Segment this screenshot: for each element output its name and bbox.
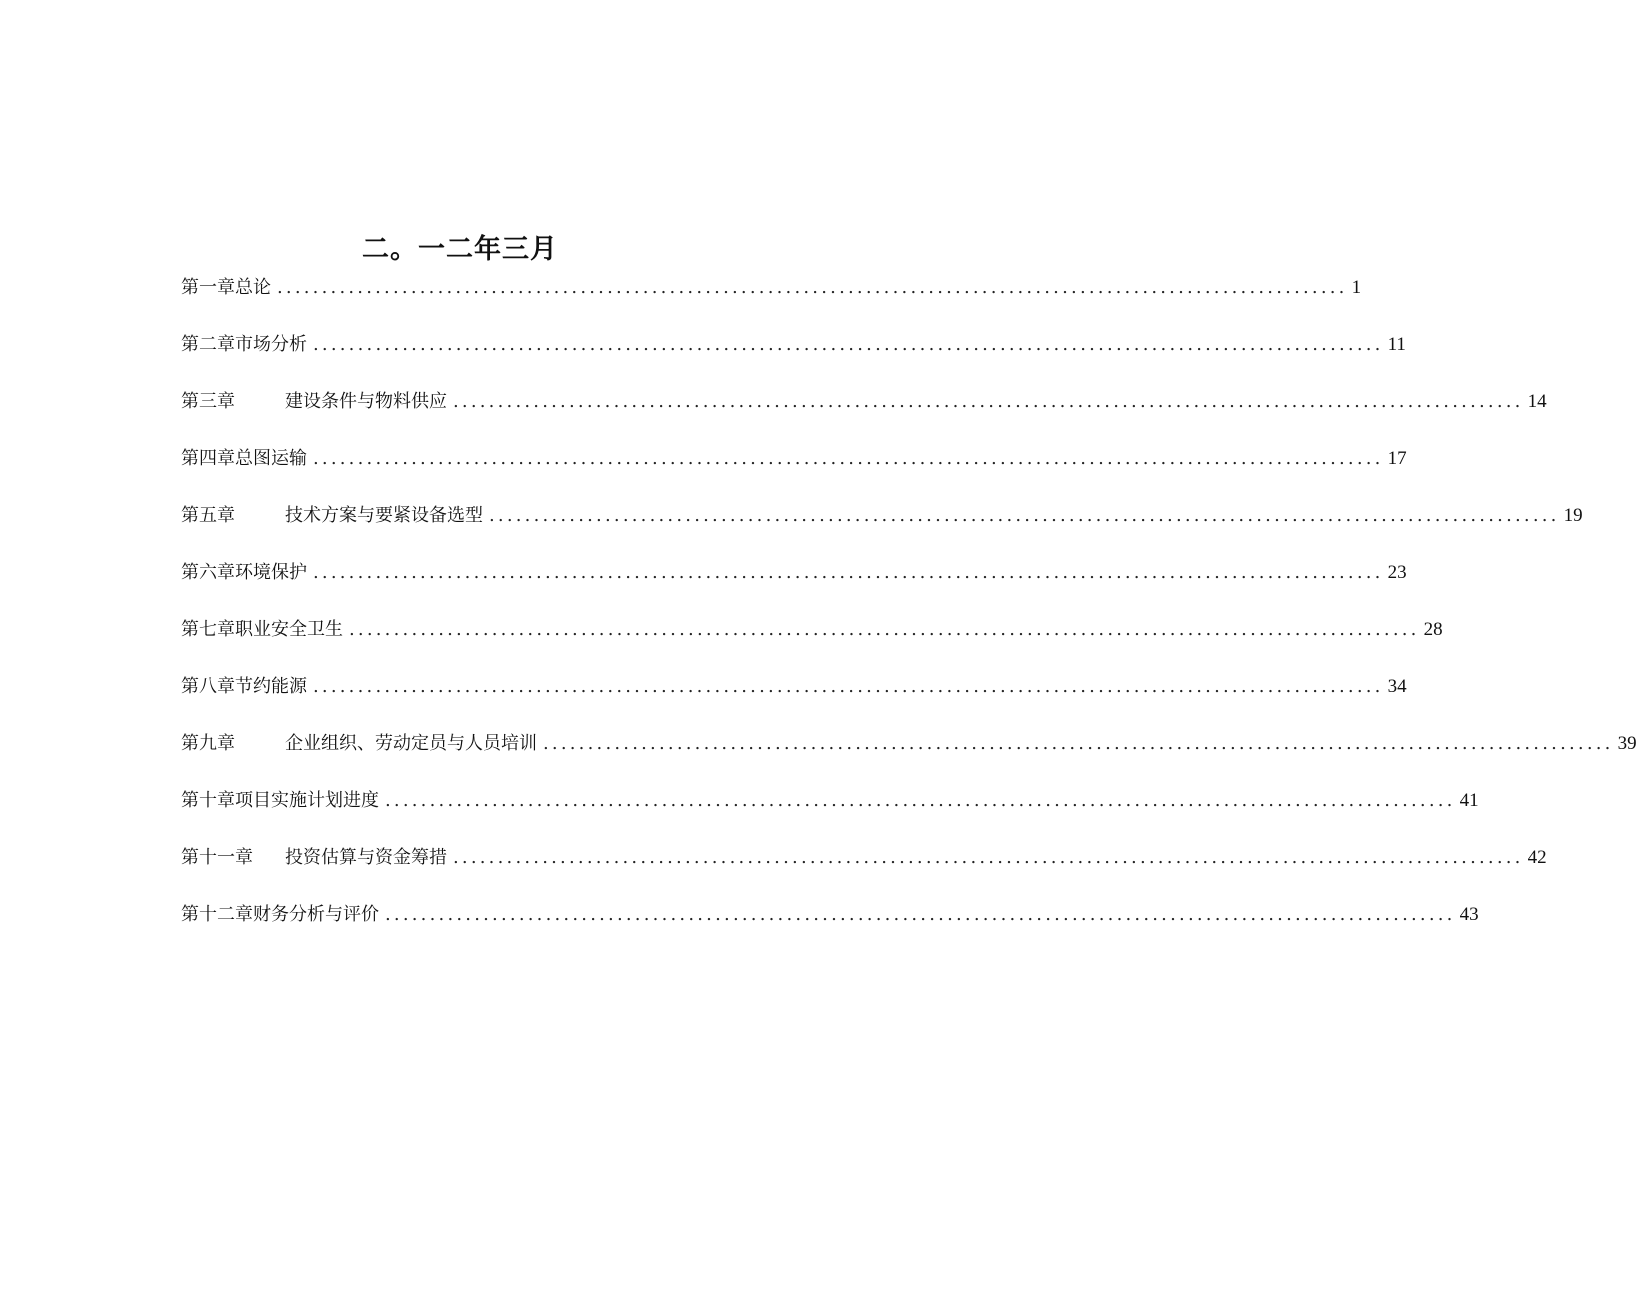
toc-dot-leader: ........................................................................................................................ (313, 676, 1384, 697)
toc-chapter-title: 投资估算与资金筹措 (285, 847, 447, 868)
toc-item[interactable] (181, 270, 1362, 327)
toc-page-number: 19 (1563, 505, 1583, 526)
toc-chapter-title: 总论 (235, 277, 271, 298)
toc-chapter-number: 第三章 (181, 391, 235, 412)
toc-item[interactable] (181, 783, 1479, 840)
toc-chapter-title: 节约能源 (235, 676, 307, 697)
toc-chapter-title: 企业组织、劳动定员与人员培训 (285, 733, 537, 754)
toc-item[interactable] (181, 840, 1547, 897)
toc-item[interactable] (181, 384, 1547, 441)
toc-dot-leader: ........................................................................................................................ (349, 619, 1420, 640)
toc-page-number: 28 (1423, 619, 1443, 640)
toc-chapter-title: 财务分析与评价 (253, 904, 379, 925)
toc-dot-leader: ........................................................................................................................ (385, 904, 1456, 925)
toc-chapter-number: 第一章 (181, 277, 235, 298)
table-of-contents (181, 270, 1637, 954)
toc-dot-leader: ........................................................................................................................ (543, 733, 1614, 754)
toc-item[interactable] (181, 498, 1583, 555)
toc-page-number: 43 (1459, 904, 1479, 925)
toc-chapter-number: 第四章 (181, 448, 235, 469)
toc-page-number: 41 (1459, 790, 1479, 811)
toc-chapter-title: 环境保护 (235, 562, 307, 583)
toc-chapter-number: 第五章 (181, 505, 235, 526)
toc-item[interactable] (181, 669, 1407, 726)
toc-chapter-title: 技术方案与要紧设备选型 (285, 505, 483, 526)
toc-page-number: 23 (1387, 562, 1407, 583)
toc-page-number: 11 (1387, 334, 1406, 355)
toc-chapter-number: 第二章 (181, 334, 235, 355)
toc-page-number: 42 (1527, 847, 1547, 868)
toc-chapter-number: 第九章 (181, 733, 235, 754)
toc-page-number: 39 (1617, 733, 1637, 754)
toc-dot-leader: ........................................................................................................................ (489, 505, 1560, 526)
toc-chapter-number: 第六章 (181, 562, 235, 583)
document-date-title: 二。一二年三月 (362, 234, 558, 265)
toc-chapter-number: 第八章 (181, 676, 235, 697)
toc-item[interactable] (181, 441, 1407, 498)
toc-dot-leader: ........................................................................................................................ (277, 277, 1348, 298)
toc-page-number: 34 (1387, 676, 1407, 697)
toc-chapter-title: 项目实施计划进度 (235, 790, 379, 811)
toc-item[interactable] (181, 897, 1479, 954)
toc-page-number: 1 (1351, 277, 1362, 298)
toc-item[interactable] (181, 612, 1443, 669)
toc-item[interactable] (181, 327, 1406, 384)
toc-chapter-number: 第十章 (181, 790, 235, 811)
toc-dot-leader: ........................................................................................................................ (313, 334, 1384, 355)
toc-dot-leader: ........................................................................................................................ (453, 847, 1524, 868)
toc-item[interactable] (181, 726, 1637, 783)
toc-chapter-title: 建设条件与物料供应 (285, 391, 447, 412)
toc-dot-leader: ........................................................................................................................ (313, 448, 1384, 469)
toc-chapter-title: 总图运输 (235, 448, 307, 469)
toc-page-number: 17 (1387, 448, 1407, 469)
toc-chapter-number: 第十二章 (181, 904, 253, 925)
toc-dot-leader: ........................................................................................................................ (385, 790, 1456, 811)
toc-dot-leader: ........................................................................................................................ (313, 562, 1384, 583)
toc-item[interactable] (181, 555, 1407, 612)
toc-chapter-title: 职业安全卫生 (235, 619, 343, 640)
toc-chapter-number: 第十一章 (181, 847, 253, 868)
toc-page-number: 14 (1527, 391, 1547, 412)
toc-dot-leader: ........................................................................................................................ (453, 391, 1524, 412)
toc-chapter-number: 第七章 (181, 619, 235, 640)
toc-chapter-title: 市场分析 (235, 334, 307, 355)
